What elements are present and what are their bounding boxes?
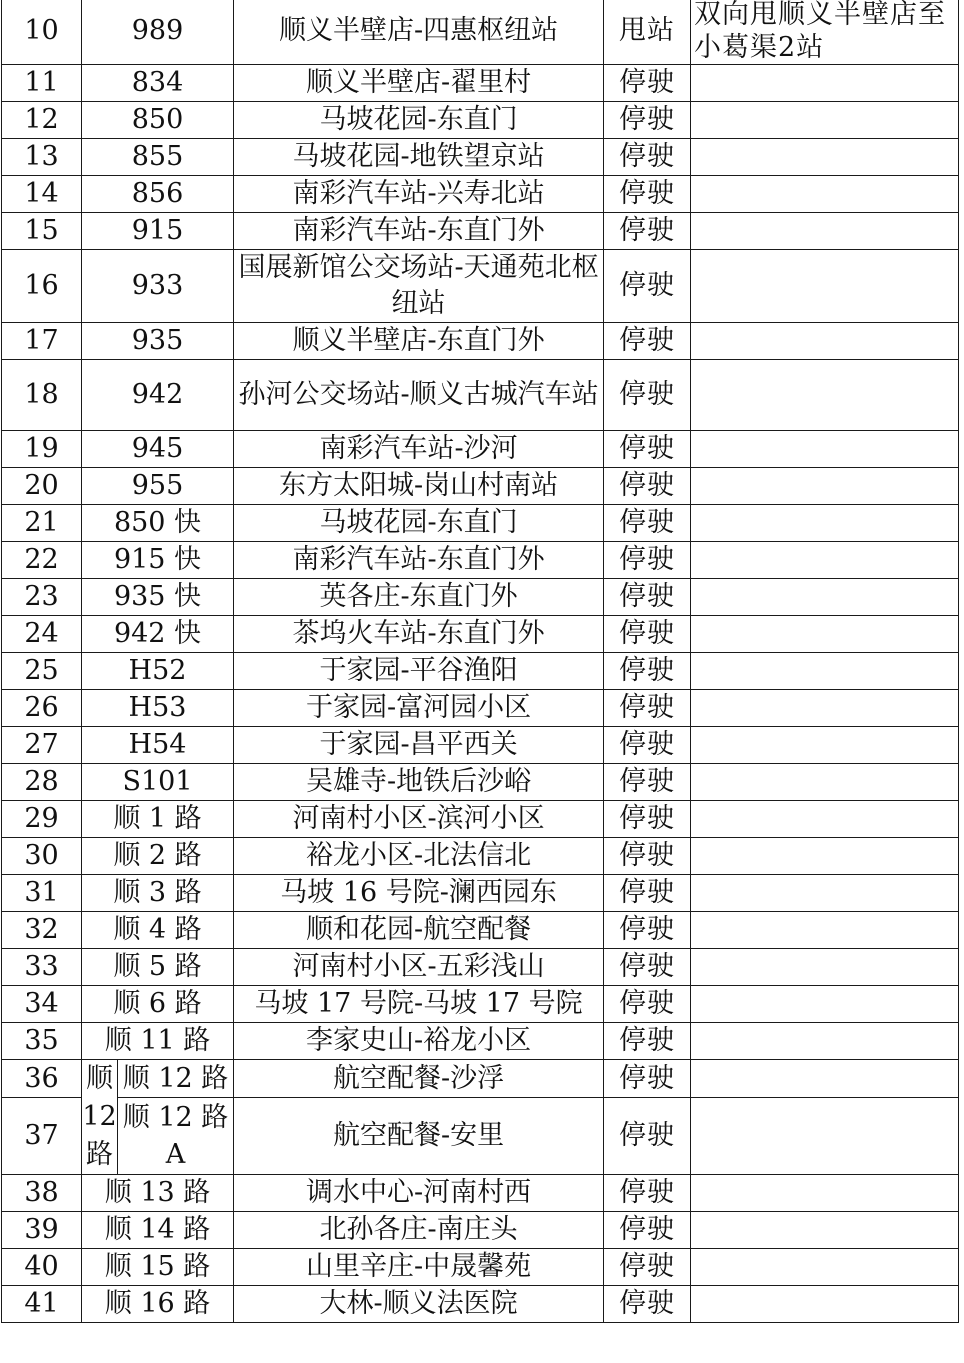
status-cell: 停驶 — [604, 616, 691, 653]
note-cell — [691, 653, 959, 690]
route-name: 于家园-富河园小区 — [234, 690, 604, 727]
route-name: 山里辛庄-中晟馨苑 — [234, 1249, 604, 1286]
status-cell: 停驶 — [604, 727, 691, 764]
route-name: 马坡花园-地铁望京站 — [234, 139, 604, 176]
status-cell: 停驶 — [604, 653, 691, 690]
status-cell: 停驶 — [604, 690, 691, 727]
row-number: 18 — [2, 360, 82, 431]
status-cell: 停驶 — [604, 1286, 691, 1323]
note-cell — [691, 1060, 959, 1098]
row-number: 22 — [2, 542, 82, 579]
table-row — [2, 986, 959, 1023]
table-row — [2, 653, 959, 690]
route-name: 顺义半壁店-翟里村 — [234, 65, 604, 102]
status-cell: 停驶 — [604, 505, 691, 542]
route-name: 马坡 16 号院-澜西园东 — [234, 875, 604, 912]
table-row — [2, 579, 959, 616]
status-cell: 停驶 — [604, 65, 691, 102]
note-cell — [691, 1023, 959, 1060]
route-name: 顺和花园-航空配餐 — [234, 912, 604, 949]
note-cell — [691, 838, 959, 875]
line-name: 989 — [82, 0, 234, 65]
table-row — [2, 1098, 959, 1175]
line-name: 顺 12 路 — [118, 1060, 234, 1098]
route-name: 大林-顺义法医院 — [234, 1286, 604, 1323]
line-name: 顺 3 路 — [82, 875, 234, 912]
row-number: 21 — [2, 505, 82, 542]
row-number: 35 — [2, 1023, 82, 1060]
row-number: 39 — [2, 1212, 82, 1249]
row-number: 20 — [2, 468, 82, 505]
line-name: 顺 16 路 — [82, 1286, 234, 1323]
table-row — [2, 1249, 959, 1286]
line-name: 顺 13 路 — [82, 1175, 234, 1212]
note-cell — [691, 1098, 959, 1175]
route-name: 航空配餐-安里 — [234, 1098, 604, 1175]
status-cell: 停驶 — [604, 764, 691, 801]
route-name: 马坡花园-东直门 — [234, 102, 604, 139]
status-cell: 停驶 — [604, 1023, 691, 1060]
line-name: 顺 1 路 — [82, 801, 234, 838]
row-number: 31 — [2, 875, 82, 912]
status-cell: 停驶 — [604, 838, 691, 875]
status-cell: 甩站 — [604, 0, 691, 65]
table-row — [2, 542, 959, 579]
table-row — [2, 213, 959, 250]
table-row — [2, 250, 959, 323]
table-row — [2, 139, 959, 176]
status-cell: 停驶 — [604, 912, 691, 949]
route-name: 顺义半壁店-东直门外 — [234, 323, 604, 360]
line-name: 顺 11 路 — [82, 1023, 234, 1060]
note-cell — [691, 690, 959, 727]
table-row — [2, 65, 959, 102]
row-number: 13 — [2, 139, 82, 176]
row-number: 38 — [2, 1175, 82, 1212]
row-number: 25 — [2, 653, 82, 690]
note-cell — [691, 250, 959, 323]
line-name: 856 — [82, 176, 234, 213]
note-cell — [691, 1286, 959, 1323]
route-name: 国展新馆公交场站-天通苑北枢纽站 — [234, 250, 604, 323]
note-cell — [691, 801, 959, 838]
row-number: 11 — [2, 65, 82, 102]
row-number: 34 — [2, 986, 82, 1023]
note-cell — [691, 986, 959, 1023]
note-cell — [691, 360, 959, 431]
status-cell: 停驶 — [604, 176, 691, 213]
table-row — [2, 1060, 959, 1098]
route-name: 于家园-平谷渔阳 — [234, 653, 604, 690]
row-number: 28 — [2, 764, 82, 801]
status-cell: 停驶 — [604, 1098, 691, 1175]
note-cell — [691, 764, 959, 801]
table-row — [2, 431, 959, 468]
status-cell: 停驶 — [604, 431, 691, 468]
note-cell — [691, 65, 959, 102]
route-name: 南彩汽车站-东直门外 — [234, 213, 604, 250]
table-row — [2, 176, 959, 213]
row-number: 12 — [2, 102, 82, 139]
table-row — [2, 616, 959, 653]
row-number: 16 — [2, 250, 82, 323]
note-cell — [691, 431, 959, 468]
note-cell — [691, 875, 959, 912]
table-row — [2, 1212, 959, 1249]
line-name: 915 — [82, 213, 234, 250]
route-name: 南彩汽车站-东直门外 — [234, 542, 604, 579]
line-name: 935 快 — [82, 579, 234, 616]
route-name: 吴雄寺-地铁后沙峪 — [234, 764, 604, 801]
row-number: 29 — [2, 801, 82, 838]
status-cell: 停驶 — [604, 579, 691, 616]
note-cell — [691, 323, 959, 360]
status-cell: 停驶 — [604, 875, 691, 912]
table-row — [2, 102, 959, 139]
row-number: 24 — [2, 616, 82, 653]
table-row — [2, 360, 959, 431]
status-cell: 停驶 — [604, 250, 691, 323]
row-number: 36 — [2, 1060, 82, 1098]
route-name: 英各庄-东直门外 — [234, 579, 604, 616]
table-row — [2, 838, 959, 875]
line-name: 834 — [82, 65, 234, 102]
row-number: 19 — [2, 431, 82, 468]
status-cell: 停驶 — [604, 1175, 691, 1212]
row-number: 41 — [2, 1286, 82, 1323]
table-row — [2, 0, 959, 65]
status-cell: 停驶 — [604, 1249, 691, 1286]
note-cell — [691, 213, 959, 250]
table-row — [2, 764, 959, 801]
line-name: 顺 4 路 — [82, 912, 234, 949]
line-name: 942 快 — [82, 616, 234, 653]
route-name: 马坡 17 号院-马坡 17 号院 — [234, 986, 604, 1023]
line-name: 945 — [82, 431, 234, 468]
row-number: 27 — [2, 727, 82, 764]
row-number: 17 — [2, 323, 82, 360]
table-row — [2, 468, 959, 505]
table-row — [2, 505, 959, 542]
line-name: 顺 5 路 — [82, 949, 234, 986]
line-name: 顺 2 路 — [82, 838, 234, 875]
row-number: 14 — [2, 176, 82, 213]
row-number: 37 — [2, 1098, 82, 1175]
line-name: H52 — [82, 653, 234, 690]
status-cell: 停驶 — [604, 468, 691, 505]
status-cell: 停驶 — [604, 949, 691, 986]
note-cell — [691, 102, 959, 139]
status-cell: 停驶 — [604, 1060, 691, 1098]
route-name: 马坡花园-东直门 — [234, 505, 604, 542]
route-name: 孙河公交场站-顺义古城汽车站 — [234, 360, 604, 431]
route-name: 北孙各庄-南庄头 — [234, 1212, 604, 1249]
row-number: 30 — [2, 838, 82, 875]
line-name: 915 快 — [82, 542, 234, 579]
route-name: 顺义半壁店-四惠枢纽站 — [234, 0, 604, 65]
status-cell: 停驶 — [604, 1212, 691, 1249]
status-cell: 停驶 — [604, 102, 691, 139]
table-row — [2, 1286, 959, 1323]
row-number: 23 — [2, 579, 82, 616]
table-row — [2, 1175, 959, 1212]
line-name: 942 — [82, 360, 234, 431]
note-cell — [691, 468, 959, 505]
note-cell — [691, 542, 959, 579]
row-number: 40 — [2, 1249, 82, 1286]
route-name: 南彩汽车站-兴寿北站 — [234, 176, 604, 213]
status-cell: 停驶 — [604, 323, 691, 360]
row-number: 33 — [2, 949, 82, 986]
route-name: 茶坞火车站-东直门外 — [234, 616, 604, 653]
line-name: H54 — [82, 727, 234, 764]
line-name: H53 — [82, 690, 234, 727]
route-name: 南彩汽车站-沙河 — [234, 431, 604, 468]
table-row — [2, 727, 959, 764]
table-row — [2, 1023, 959, 1060]
table-row — [2, 323, 959, 360]
route-name: 裕龙小区-北法信北 — [234, 838, 604, 875]
line-name: S101 — [82, 764, 234, 801]
note-cell: 双向甩顺义半壁店至小葛渠2站 — [691, 0, 959, 65]
route-name: 东方太阳城-岗山村南站 — [234, 468, 604, 505]
note-cell — [691, 505, 959, 542]
table-row — [2, 949, 959, 986]
status-cell: 停驶 — [604, 542, 691, 579]
route-name: 于家园-昌平西关 — [234, 727, 604, 764]
note-cell — [691, 949, 959, 986]
line-name: 850 快 — [82, 505, 234, 542]
route-name: 河南村小区-五彩浅山 — [234, 949, 604, 986]
note-cell — [691, 727, 959, 764]
status-cell: 停驶 — [604, 360, 691, 431]
line-name: 955 — [82, 468, 234, 505]
row-number: 10 — [2, 0, 82, 65]
row-number: 32 — [2, 912, 82, 949]
status-cell: 停驶 — [604, 213, 691, 250]
note-cell — [691, 616, 959, 653]
line-name: 顺 14 路 — [82, 1212, 234, 1249]
note-cell — [691, 579, 959, 616]
table-row — [2, 875, 959, 912]
note-cell — [691, 139, 959, 176]
table-row — [2, 801, 959, 838]
table-row — [2, 912, 959, 949]
line-group-name: 顺12路 — [82, 1060, 118, 1175]
table-row — [2, 690, 959, 727]
line-name: 935 — [82, 323, 234, 360]
row-number: 15 — [2, 213, 82, 250]
line-name: 顺 6 路 — [82, 986, 234, 1023]
line-name: 850 — [82, 102, 234, 139]
line-name: 933 — [82, 250, 234, 323]
line-name: 顺 12 路 A — [118, 1098, 234, 1175]
note-cell — [691, 176, 959, 213]
route-name: 调水中心-河南村西 — [234, 1175, 604, 1212]
note-cell — [691, 1249, 959, 1286]
status-cell: 停驶 — [604, 986, 691, 1023]
note-cell — [691, 1175, 959, 1212]
status-cell: 停驶 — [604, 801, 691, 838]
route-name: 李家史山-裕龙小区 — [234, 1023, 604, 1060]
note-cell — [691, 1212, 959, 1249]
line-name: 855 — [82, 139, 234, 176]
route-name: 河南村小区-滨河小区 — [234, 801, 604, 838]
note-cell — [691, 912, 959, 949]
route-status-table — [1, 0, 959, 1323]
line-name: 顺 15 路 — [82, 1249, 234, 1286]
route-name: 航空配餐-沙浮 — [234, 1060, 604, 1098]
status-cell: 停驶 — [604, 139, 691, 176]
row-number: 26 — [2, 690, 82, 727]
